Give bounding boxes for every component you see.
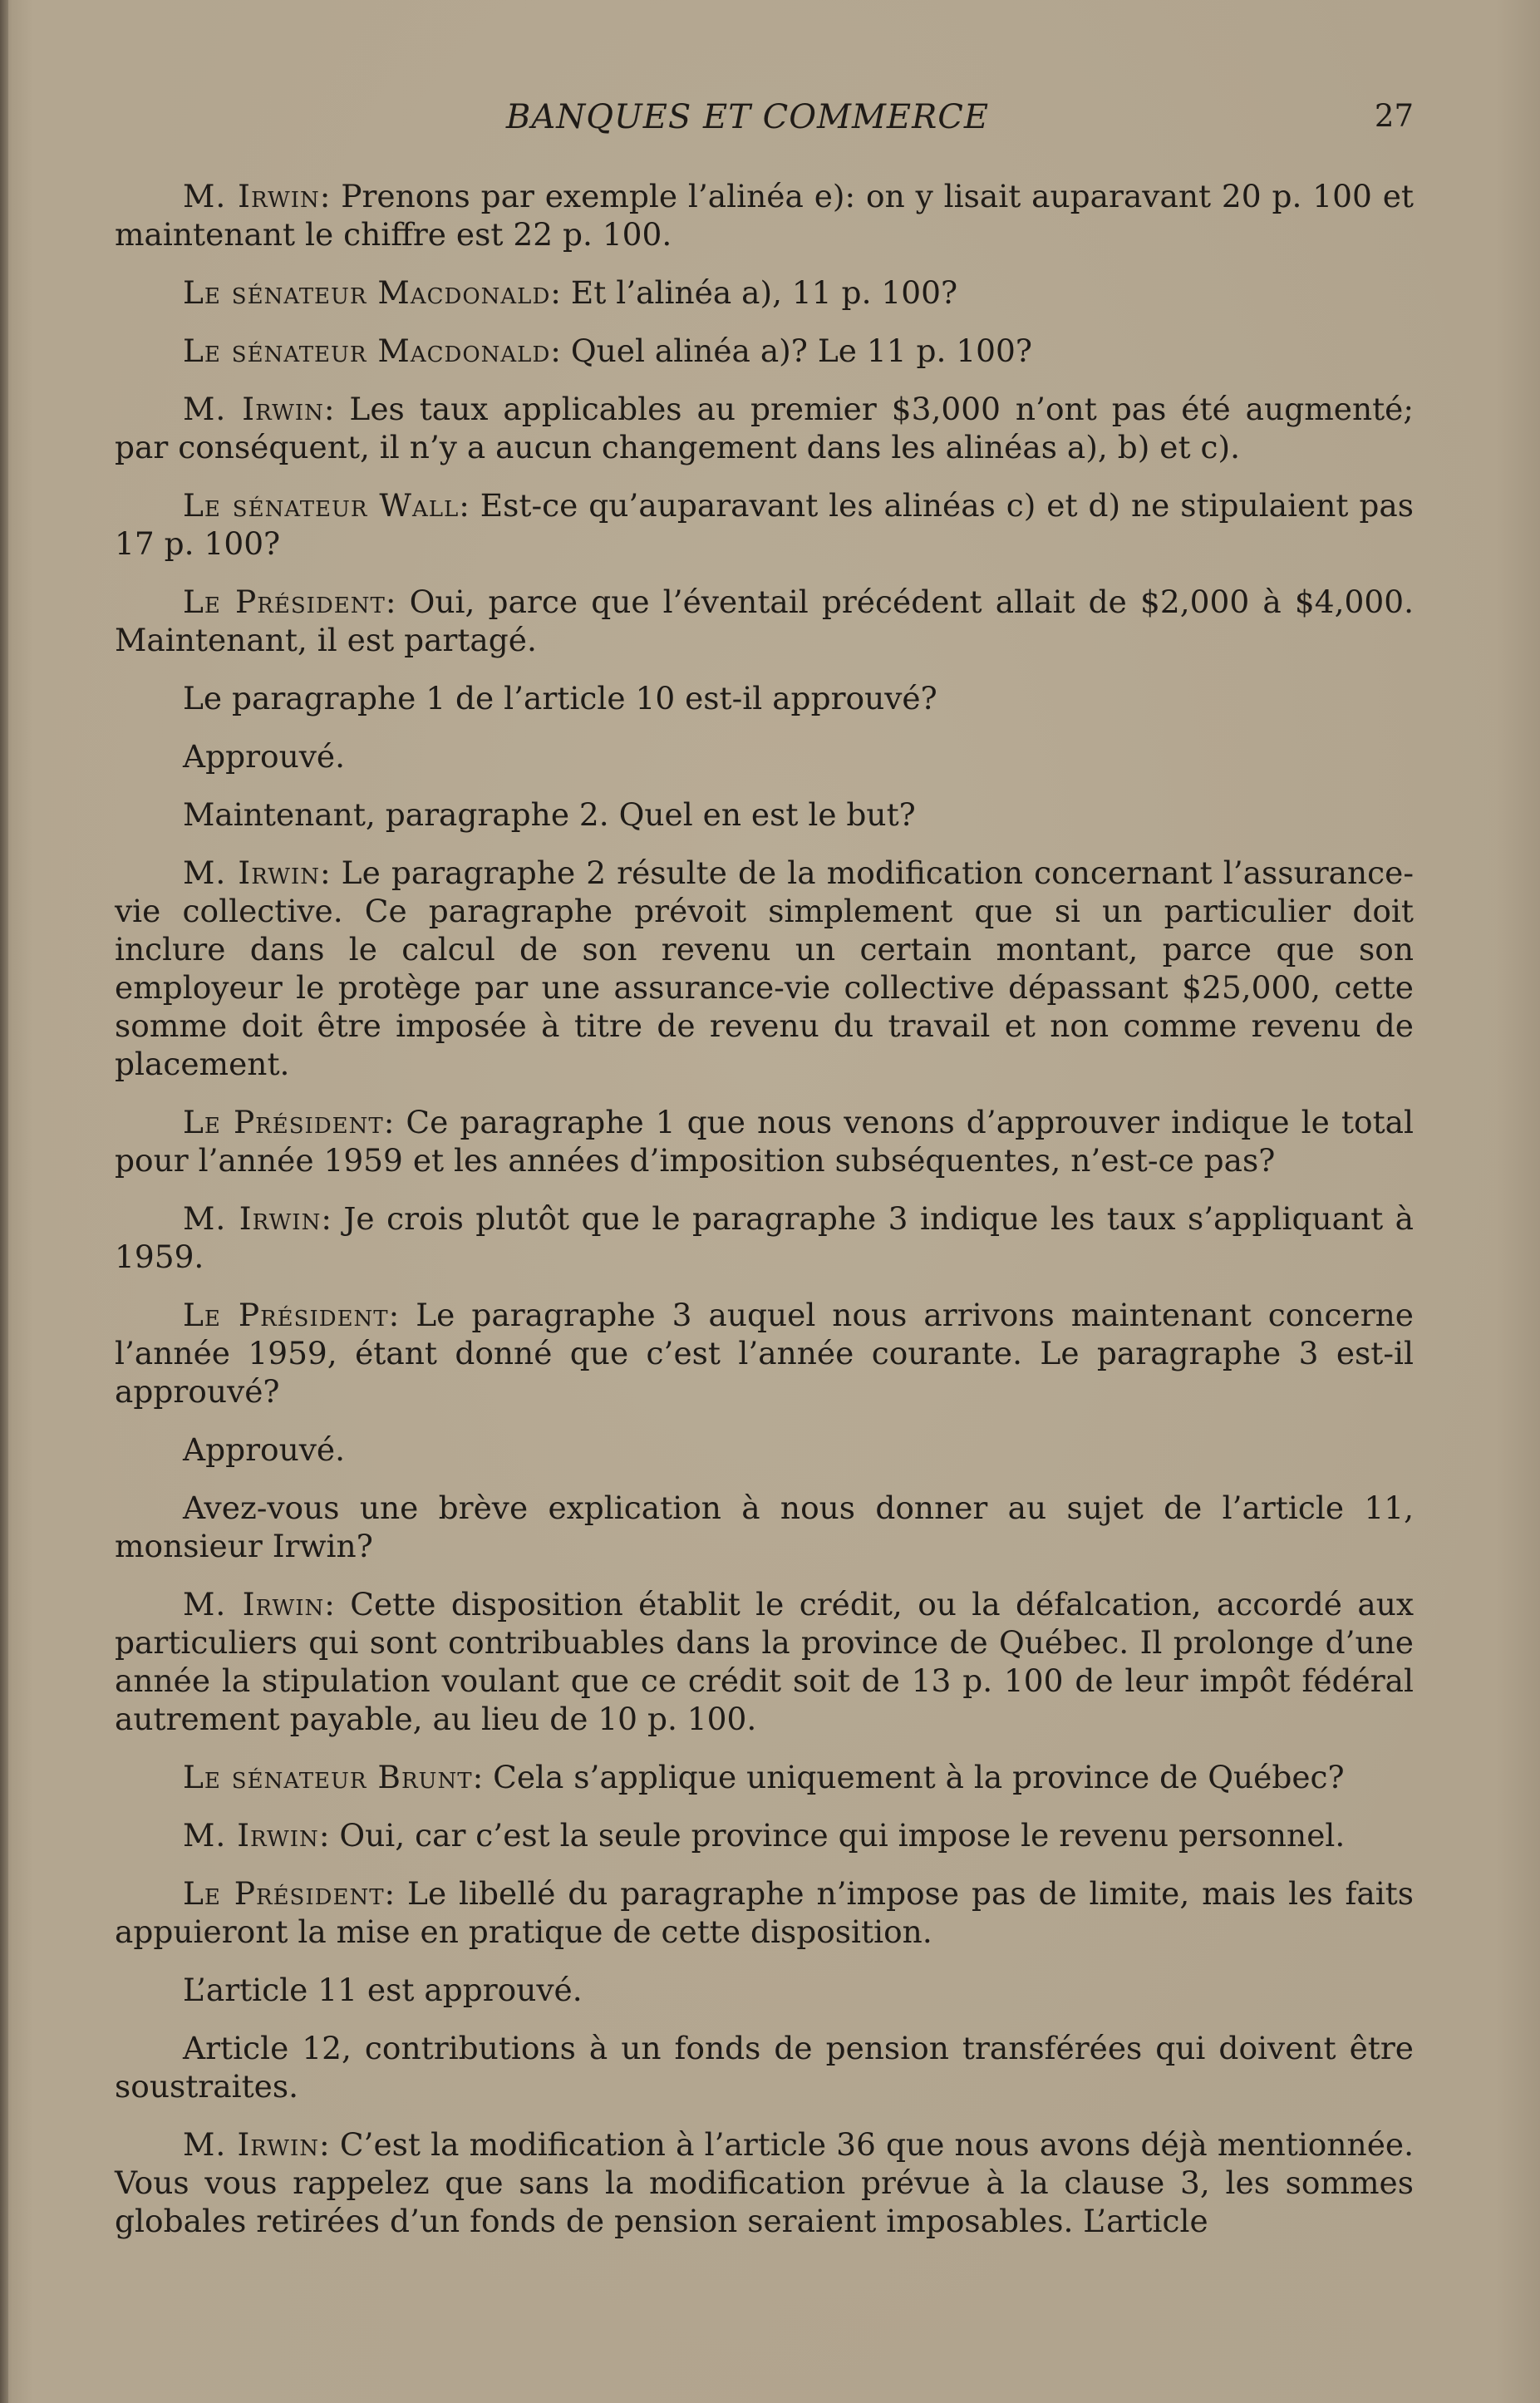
speaker-name: Le sénateur Macdonald [183, 274, 551, 311]
paragraph [115, 795, 1414, 834]
speaker-name: M. Irwin [183, 391, 324, 427]
speaker-name: Le sénateur Brunt [183, 1759, 473, 1795]
paragraph [115, 1874, 1414, 1951]
paragraph [115, 273, 1414, 312]
paragraph-text: Le paragraphe 1 de l’article 10 est-il approuvé? [183, 680, 937, 716]
paragraph [115, 390, 1414, 466]
speaker-name: M. Irwin [183, 178, 320, 214]
paragraph [115, 737, 1414, 776]
paragraph [115, 177, 1414, 254]
paragraph [115, 2029, 1414, 2105]
paragraph-text: L’article 11 est approuvé. [183, 1972, 583, 2008]
paragraph-text: : C’est la modification à l’article 36 que nous avons déjà mentionnée. Vous vous rappelez que sans la modification prévue à la clause 3, les sommes globales retirées d’un fonds de pension seraient imposables. L’article [115, 2126, 1414, 2239]
paragraph [115, 1103, 1414, 1179]
paragraph [115, 854, 1414, 1083]
speaker-name: Le Président [183, 1875, 385, 1912]
paragraph-text: Approuvé. [183, 1431, 346, 1468]
paragraph-text: : Quel alinéa a)? Le 11 p. 100? [550, 332, 1033, 369]
paragraph-text: : Je crois plutôt que le paragraphe 3 indique les taux s’appliquant à 1959. [115, 1200, 1414, 1275]
paragraph-text: : Oui, parce que l’éventail précédent allait de $2,000 à $4,000. Maintenant, il est partagé. [115, 584, 1415, 658]
paragraph-text: : Le libellé du paragraphe n’impose pas de limite, mais les faits appuieront la mise en pratique de cette disposition. [115, 1875, 1414, 1950]
paragraph [115, 1816, 1414, 1854]
page-number: 27 [1374, 98, 1414, 134]
paragraph-text: : Prenons par exemple l’alinéa e): on y lisait auparavant 20 p. 100 et maintenant le chiffre est 22 p. 100. [115, 178, 1414, 253]
paragraph-text: Maintenant, paragraphe 2. Quel en est le but? [183, 796, 916, 833]
paragraph-text: : Les taux applicables au premier $3,000 n’ont pas été augmenté; par conséquent, il n’y a aucun changement dans les alinéas a), b) et c). [115, 391, 1414, 465]
page-header [115, 98, 1414, 148]
paragraph-text: Article 12, contributions à un fonds de pension transférées qui doivent être soustraites. [115, 2030, 1414, 2105]
paragraph-text: : Est-ce qu’auparavant les alinéas c) et d) ne stipulaient pas 17 p. 100? [115, 487, 1414, 562]
speaker-name: M. Irwin [183, 1817, 319, 1854]
paragraph-text: : Et l’alinéa a), 11 p. 100? [550, 274, 958, 311]
paragraph-text: Approuvé. [183, 738, 346, 775]
speaker-name: Le Président [183, 1297, 389, 1333]
paragraph [115, 1430, 1414, 1469]
speaker-name: M. Irwin [183, 854, 320, 891]
paragraph-text: Avez-vous une brève explication à nous donner au sujet de l’article 11, monsieur Irwin? [115, 1490, 1414, 1564]
page-binding-edge [0, 0, 8, 2403]
paragraph [115, 1489, 1414, 1565]
paragraph [115, 679, 1414, 717]
paragraph [115, 332, 1414, 370]
paragraph [115, 583, 1414, 659]
paragraph [115, 2125, 1414, 2240]
speaker-name: Le sénateur Macdonald [183, 332, 551, 369]
paragraph-text: : Cela s’applique uniquement à la province de Québec? [472, 1759, 1345, 1795]
paragraph-text: : Cette disposition établit le crédit, ou la défalcation, accordé aux particuliers qui sont contribuables dans la province de Québec. Il prolonge d’une année la stipulation voulant que ce crédit soit de 13 p. 100 de leur impôt fédéral autrement payable, au lieu de 10 p. 100. [115, 1586, 1414, 1737]
speaker-name: M. Irwin [183, 1200, 322, 1237]
paragraph [115, 1199, 1414, 1276]
running-title: BANQUES ET COMMERCE [505, 98, 990, 136]
paragraph [115, 1296, 1414, 1411]
page-body [115, 177, 1414, 2260]
paragraph-text: : Le paragraphe 3 auquel nous arrivons maintenant concerne l’année 1959, étant donné que c’est l’année courante. Le paragraphe 3 est-il approuvé? [115, 1297, 1414, 1410]
speaker-name: Le Président [183, 1104, 384, 1140]
speaker-name: M. Irwin [183, 2126, 320, 2163]
paragraph [115, 486, 1414, 563]
speaker-name: Le sénateur Wall [183, 487, 460, 524]
paragraph [115, 1585, 1414, 1738]
paragraph-text: : Ce paragraphe 1 que nous venons d’approuver indique le total pour l’année 1959 et les années d’imposition subséquentes, n’est-ce pas? [115, 1104, 1414, 1179]
paragraph [115, 1971, 1414, 2009]
paragraph-text: : Le paragraphe 2 résulte de la modification concernant l’assurance-vie collective. Ce paragraphe prévoit simplement que si un particulier doit inclure dans le calcul de son revenu un certain montant, parce que son employeur le protège par une assurance-vie collective dépassant $25,000, cette somme doit être imposée à titre de revenu du travail et non comme revenu de placement. [115, 854, 1414, 1082]
paragraph [115, 1758, 1414, 1796]
speaker-name: Le Président [183, 584, 386, 620]
speaker-name: M. Irwin [183, 1586, 325, 1623]
paragraph-text: : Oui, car c’est la seule province qui impose le revenu personnel. [318, 1817, 1346, 1854]
